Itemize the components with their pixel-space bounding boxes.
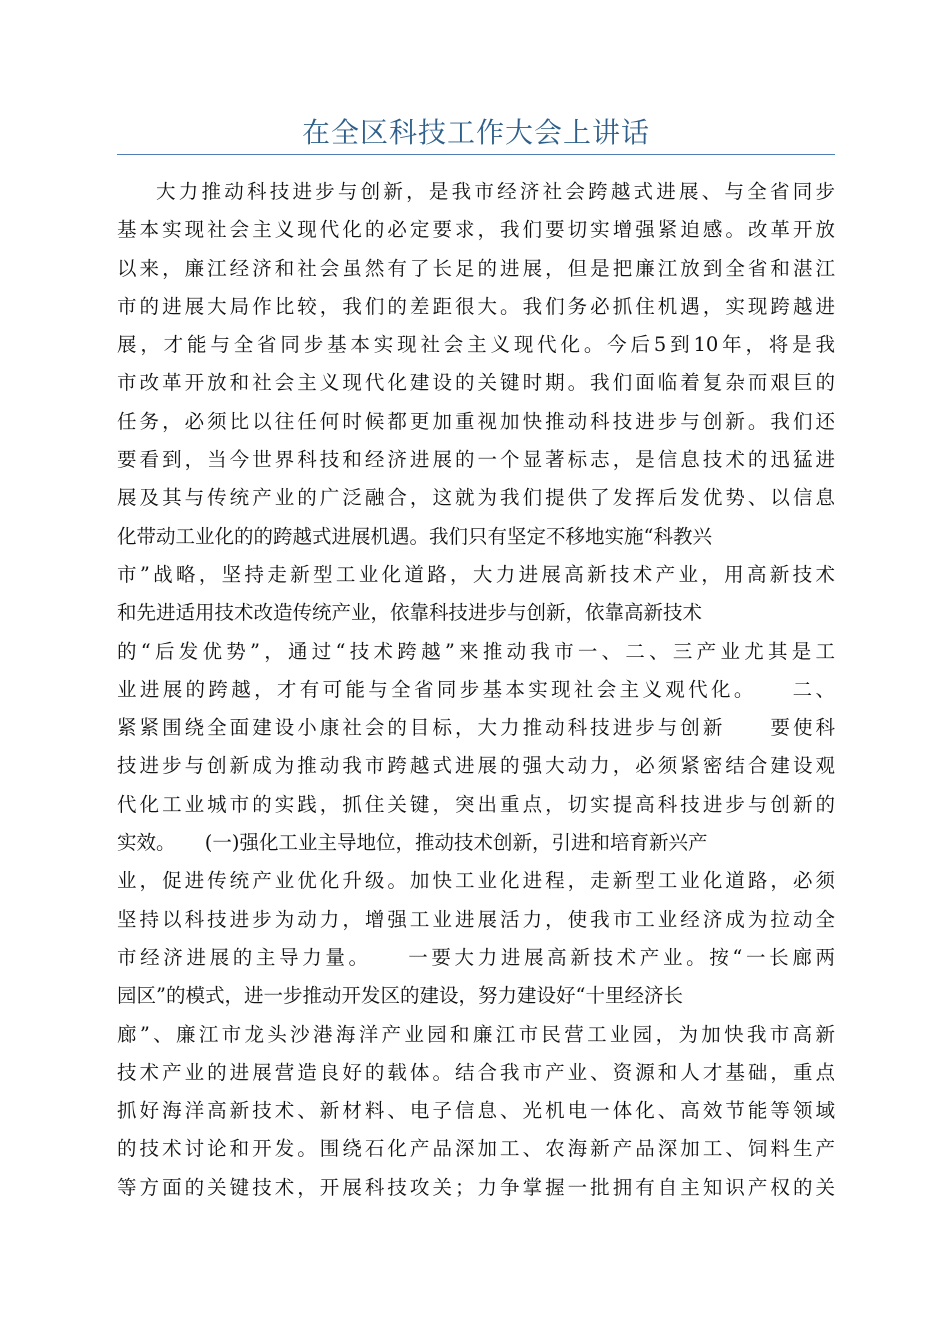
body-line: 要看到，当今世界科技和经济进展的一个显著标志，是信息技术的迅猛进 [117, 448, 835, 472]
body-line: 市经济进展的主导力量。 一要大力进展高新技术产业。按“一长廊两 [117, 945, 835, 969]
body-line: 技术产业的进展营造良好的载体。结合我市产业、资源和人才基础，重点 [117, 1060, 835, 1084]
body-line: 业进展的跨越，才有可能与全省同步基本实现社会主义观代化。 二、 [117, 677, 835, 701]
body-line: 和先进适用技术改造传统产业，依靠科技进步与创新，依靠高新技术 [117, 601, 703, 625]
body-line: 市改革开放和社会主义现代化建设的关键时期。我们面临着复杂而艰巨的 [117, 371, 835, 395]
body-line: 紧紧围绕全面建设小康社会的目标，大力推动科技进步与创新 要使科 [117, 716, 835, 740]
body-line: 技进步与创新成为推动我市跨越式进展的强大动力，必须紧密结合建设观 [117, 754, 835, 778]
body-line: 坚持以科技进步为动力，增强工业进展活力，使我市工业经济成为拉动全 [117, 907, 835, 931]
body-line: 的“后发优势”，通过“技术跨越”来推动我市一、二、三产业尤其是工 [117, 639, 835, 663]
body-line: 展及其与传统产业的广泛融合，这就为我们提供了发挥后发优势、以信息 [117, 486, 835, 510]
body-line: 的技术讨论和开发。围绕石化产品深加工、农海新产品深加工、饲料生产 [117, 1137, 835, 1161]
body-line: 以来，廉江经济和社会虽然有了长足的进展，但是把廉江放到全省和湛江 [117, 256, 835, 280]
body-line: 实效。 (一)强化工业主导地位，推动技术创新，引进和培育新兴产 [117, 831, 708, 855]
body-line: 市的进展大局作比较，我们的差距很大。我们务必抓住机遇，实现跨越进 [117, 294, 835, 318]
body-line: 基本实现社会主义现代化的必定要求，我们要切实增强紧迫感。改革开放 [117, 218, 835, 242]
body-line: 展，才能与全省同步基本实现社会主义现代化。今后5到10年，将是我 [117, 333, 835, 357]
body-line: 代化工业城市的实践，抓住关键，突出重点，切实提高科技进步与创新的 [117, 792, 835, 816]
body-line: 园区”的模式，进一步推动开发区的建设，努力建设好“十里经济长 [117, 984, 683, 1008]
document-title: 在全区科技工作大会上讲话 [301, 116, 650, 149]
body-line: 大力推动科技进步与创新，是我市经济社会跨越式进展、与全省同步 [156, 180, 835, 203]
body-line: 化带动工业化的的跨越式进展机遇。我们只有坚定不移地实施“科教兴 [117, 524, 712, 548]
body-line: 业，促进传统产业优化升级。加快工业化进程，走新型工业化道路，必须 [117, 869, 835, 893]
title-underline [117, 154, 835, 155]
body-line: 廊”、廉江市龙头沙港海洋产业园和廉江市民营工业园，为加快我市高新 [117, 1022, 835, 1046]
body-line: 抓好海洋高新技术、新材料、电子信息、光机电一体化、高效节能等领域 [117, 1099, 835, 1123]
body-line: 任务，必须比以往任何时候都更加重视加快推动科技进步与创新。我们还 [117, 409, 835, 433]
body-line: 市”战略，坚持走新型工业化道路，大力进展高新技术产业，用高新技术 [117, 562, 835, 586]
body-line: 等方面的关键技术，开展科技攻关；力争掌握一批拥有自主知识产权的关 [117, 1175, 835, 1199]
document-body [117, 173, 835, 1207]
